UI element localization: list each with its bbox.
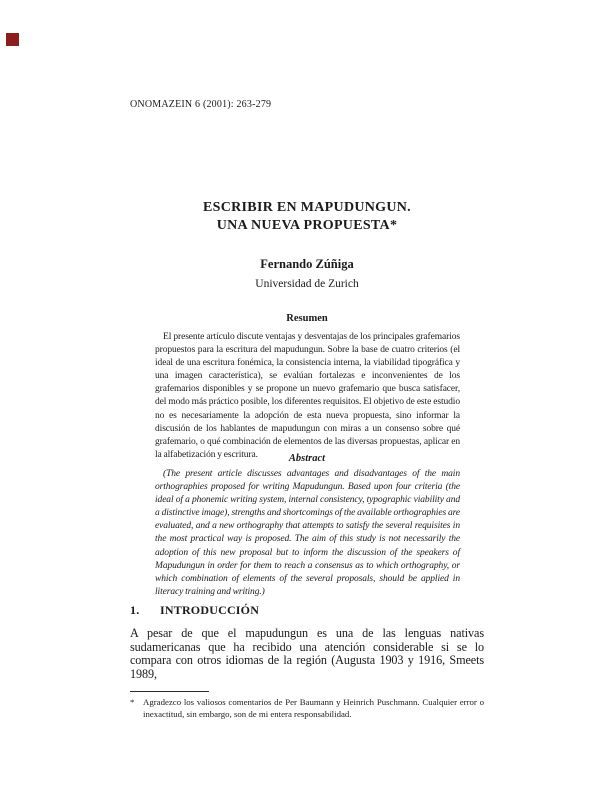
footnote-text: Agradezco los valiosos comentarios de Per Baumann y Heinrich Puschmann. Cualquier error o inexactitud, sin embargo, son de mi entera responsabilidad. [143,697,484,719]
footnote [130,696,484,720]
section-number: 1. [130,603,140,617]
article-title-line1: ESCRIBIR EN MAPUDUNGUN. [203,200,411,215]
section-title: INTRODUCCIÓN [160,603,260,617]
footnote-separator [130,691,209,692]
author-name: Fernando Zúñiga [260,257,354,271]
journal-header: ONOMAZEIN 6 (2001): 263-279 [130,99,272,110]
resumen-paragraph: El presente artículo discute ventajas y desventajas de los principales grafemarios propuestos para la escritura del mapudungun. Sobre la base de cuatro criterios (el ideal de una escritura fonémica, la consistencia interna, la viabilidad tipográfica y una imagen característica), se evalúan fortalezas e inconvenientes de los grafemarios disponibles y se propone un nuevo grafemario que busca satisfacer, del modo más práctico posible, los diferentes requisitos. El objetivo de este estudio no es necesariamente la adopción de esta nueva propuesta, sino informar la discusión de los hablantes de mapudungun con miras a un consenso sobre qué grafemario, o qué combinación de elementos de las diversas propuestas, aplicar en la alfabetización y escritura. [155,332,460,460]
intro-paragraph: A pesar de que el mapudungun es una de las lenguas nativas sudamericanas que ha recibido una atención considerable si se lo compara con otros idiomas de la región (Augusta 1903 y 1916, Smeets 1989, [130,626,484,682]
author-affiliation: Universidad de Zurich [255,278,359,290]
article-title-line2: UNA NUEVA PROPUESTA* [216,218,398,233]
footnote-marker: * [130,697,135,707]
abstract-heading: Abstract [288,453,326,464]
section-heading [130,603,484,618]
title-block [130,199,484,290]
abstract-paragraph: (The present article discusses advantages and disadvantages of the main orthographies proposed for writing Mapudungun. Based upon four criteria (the ideal of a phonemic writing system, internal consistency, typographic viability and a distinctive image), strengths and shortcomings of the available orthographies are evaluated, and a new orthography that attempts to satisfy the several requisites in the most practical way is proposed. The aim of this study is not necessarily the adoption of this new proposal but to inform the discussion of the speakers of Mapudungun in order for them to reach a consensus as to which orthography, or which combination of elements of the several proposals, should be applied in literacy training and writing.) [155,469,460,597]
corner-mark [6,33,19,46]
resumen-heading: Resumen [286,313,328,324]
